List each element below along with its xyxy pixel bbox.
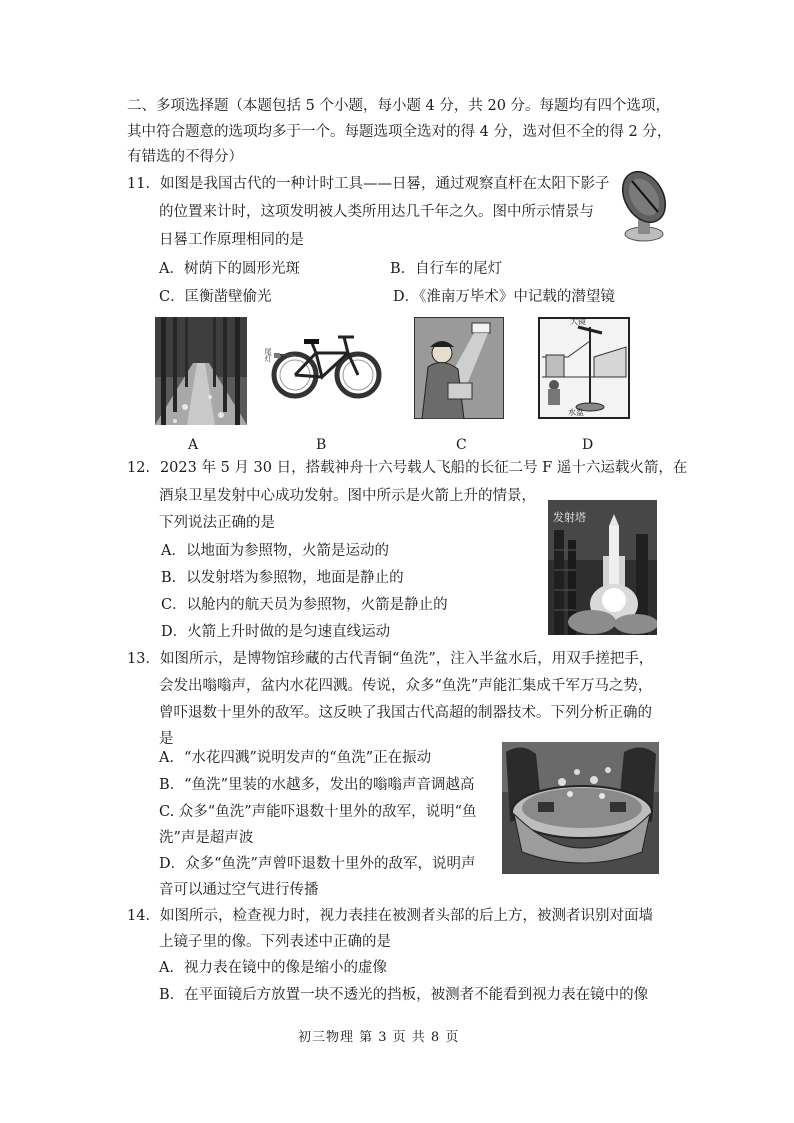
figure-d-periscope-drawing (538, 317, 630, 419)
q12-stem-line-1: 12．2023 年 5 月 30 日，搭载神舟十六号载人飞船的长征二号 F 遥十六运载火箭，在 (127, 460, 688, 476)
q14-option-b: B．在平面镜后方放置一块不透光的挡板，被测者不能看到视力表在镜中的像 (159, 987, 649, 1003)
q13-stem-line-4: 是 (159, 731, 174, 747)
q11-stem-line-1: 11．如图是我国古代的一种计时工具——日晷，通过观察直杆在太阳下影子 (127, 176, 610, 192)
q12-stem-line-3: 下列说法正确的是 (159, 515, 275, 531)
figure-label-c: C (456, 437, 467, 453)
q13-stem-line-3: 曾吓退数十里外的敌军。这反映了我国古代高超的制器技术。下列分析正确的 (159, 705, 652, 721)
q13-stem-line-2: 会发出嗡嗡声，盆内水花四溅。传说，众多“鱼洗”声能汇集成千军万马之势， (159, 678, 653, 694)
q14-stem-line-1: 14．如图所示，检查视力时，视力表挂在被测者头部的后上方，被测者识别对面墙 (127, 908, 653, 924)
rocket-photo-caption: 发射塔 (553, 511, 586, 524)
section-header-line-3: 有错选的不得分） (127, 149, 243, 165)
q11-option-c: C．匡衡凿壁偷光 (159, 289, 272, 305)
section-header-line-2: 其中符合题意的选项均多于一个。每题选项全选对的得 4 分，选对但不全的得 2 分， (127, 124, 672, 140)
q13-option-d-line-1: D．众多“鱼洗”声曾吓退数十里外的敌军，说明声 (159, 856, 476, 872)
q12-option-a: A．以地面为参照物，火箭是运动的 (161, 543, 389, 559)
sundial-figure (622, 165, 666, 243)
q13-option-a: A．“水花四溅”说明发声的“鱼洗”正在振动 (159, 750, 432, 766)
q12-option-c: C．以舱内的航天员为参照物，火箭是静止的 (161, 597, 448, 613)
figure-label-d: D (582, 437, 594, 453)
figure-d-basin-tag: 水盆 (568, 408, 584, 417)
figure-fish-basin-photo (502, 742, 659, 874)
figure-c-kuang-heng-drawing (414, 317, 504, 419)
figure-label-b: B (316, 437, 327, 453)
q12-stem-line-2: 酒泉卫星发射中心成功发射。图中所示是火箭上升的情景， (159, 488, 536, 504)
figure-label-a: A (188, 437, 199, 453)
q13-option-d-line-2: 音可以通过空气进行传播 (159, 882, 319, 898)
q13-stem-line-1: 13．如图所示，是博物馆珍藏的古代青铜“鱼洗”，注入半盆水后，用双手搓把手， (127, 651, 654, 667)
page-footer: 初三物理 第 3 页 共 8 页 (298, 1030, 460, 1045)
q14-stem-line-2: 上镜子里的像。下列表述中正确的是 (159, 934, 391, 950)
q12-option-b: B．以发射塔为参照物，地面是静止的 (161, 570, 404, 586)
q11-option-d: D．《淮南万毕术》中记载的潜望镜 (393, 289, 615, 305)
figure-a-tree-shade-photo (155, 317, 247, 425)
q13-option-b: B．“鱼洗”里装的水越多，发出的嗡嗡声音调越高 (159, 777, 475, 793)
q11-option-b: B．自行车的尾灯 (390, 261, 503, 277)
q12-option-d: D．火箭上升时做的是匀速直线运动 (161, 624, 391, 640)
q13-option-c-line-1: C. 众多“鱼洗”声能吓退数十里外的敌军，说明“鱼 (159, 804, 477, 820)
q11-stem-line-3: 日晷工作原理相同的是 (159, 232, 304, 248)
figure-b-tail-light-tag: 尾灯 (264, 348, 272, 362)
q13-option-c-line-2: 洗”声是超声波 (159, 830, 254, 846)
q11-option-a: A．树荫下的圆形光斑 (159, 261, 300, 277)
q14-option-a: A．视力表在镜中的像是缩小的虚像 (159, 960, 387, 976)
figure-b-bicycle (262, 325, 382, 403)
figure-d-mirror-tag: 大镜 (570, 317, 586, 326)
q11-stem-line-2: 的位置来计时，这项发明被人类所用达几千年之久。图中所示情景与 (159, 204, 594, 220)
section-header-line-1: 二、多项选择题（本题包括 5 个小题，每小题 4 分，共 20 分。每题均有四个选项， (127, 98, 671, 114)
